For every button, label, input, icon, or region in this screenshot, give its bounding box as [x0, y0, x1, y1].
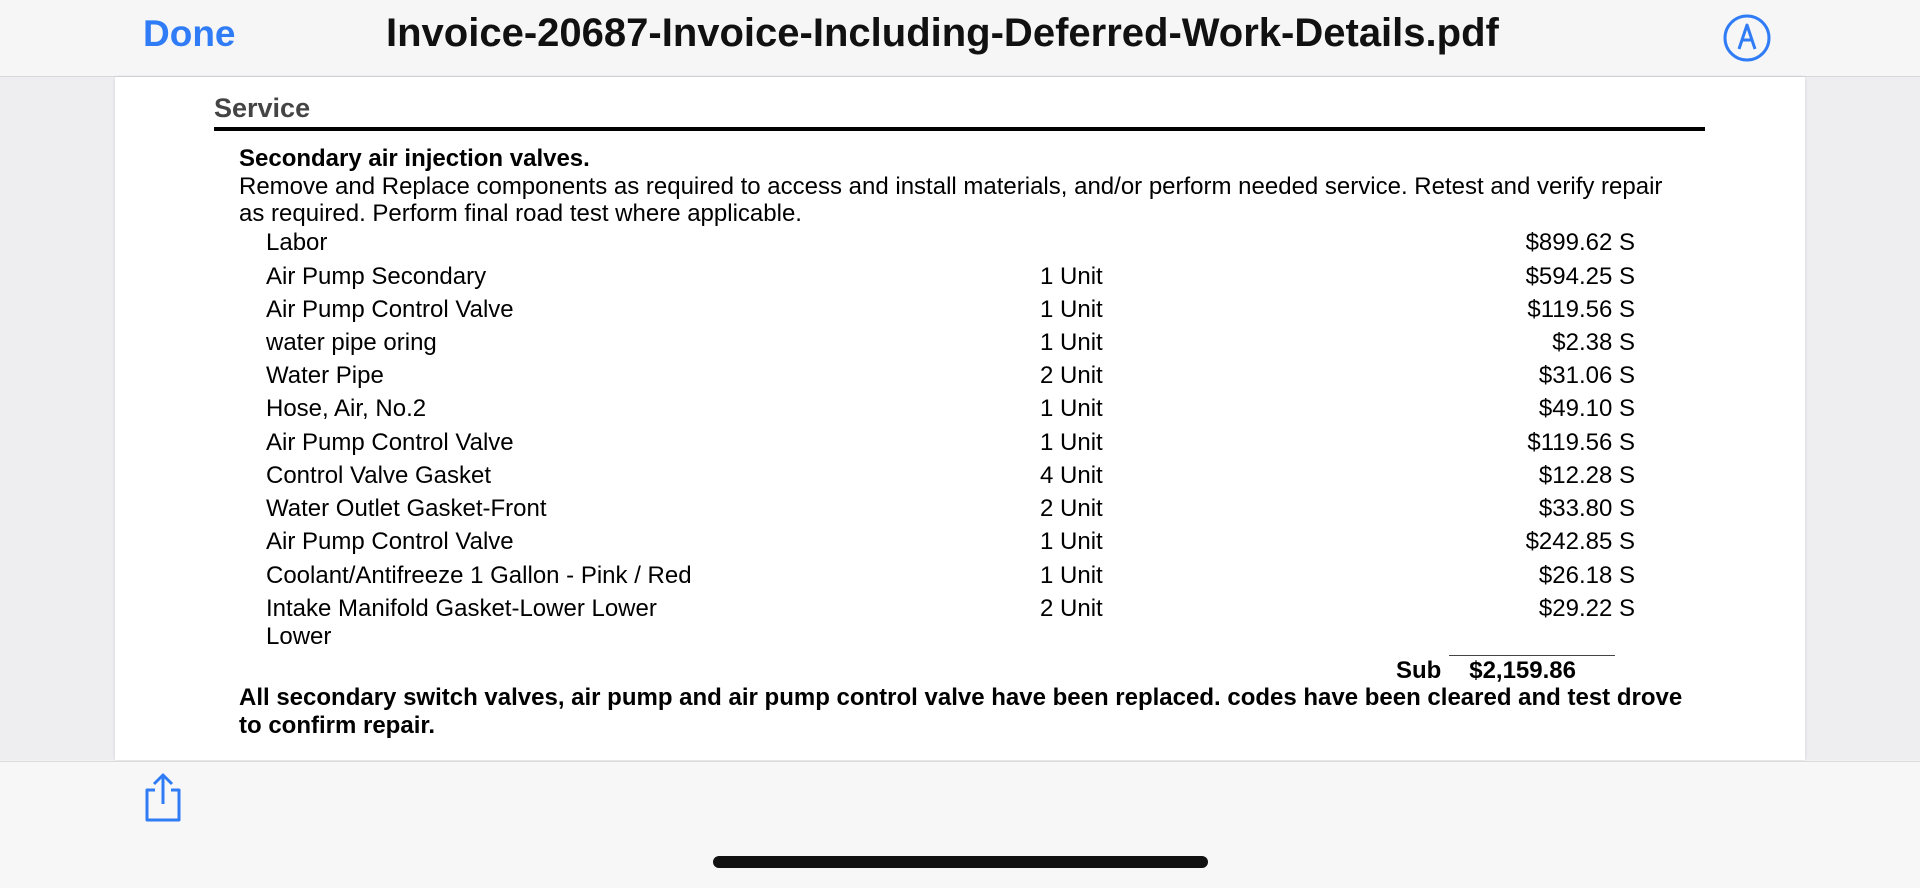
line-item-quantity: 2 Unit [1040, 495, 1103, 522]
line-item-row [115, 462, 1805, 492]
top-navigation-bar [0, 0, 1920, 77]
pdf-page [115, 77, 1805, 760]
line-item-price: $33.80 S [1538, 495, 1635, 522]
line-item-quantity: 1 Unit [1040, 562, 1103, 589]
done-button[interactable]: Done [143, 13, 236, 54]
home-indicator [713, 856, 1208, 868]
line-item-row [115, 362, 1805, 392]
line-item-row [115, 562, 1805, 592]
line-item-price: $119.56 S [1527, 429, 1635, 456]
line-item-row [115, 429, 1805, 459]
line-item-description: Control Valve Gasket [266, 462, 491, 489]
line-item-quantity: 1 Unit [1040, 263, 1103, 290]
line-item-row [115, 395, 1805, 425]
line-item-row [115, 329, 1805, 359]
line-item-price: $26.18 S [1538, 562, 1635, 589]
line-item-row [115, 595, 1805, 650]
document-title: Invoice-20687-Invoice-Including-Deferred-Work-Details.pdf [386, 11, 1499, 55]
line-item-description: Air Pump Secondary [266, 263, 487, 290]
line-item-row [115, 296, 1805, 326]
line-item-quantity: 1 Unit [1040, 395, 1103, 422]
line-item-quantity: 4 Unit [1040, 462, 1103, 489]
line-item-row [115, 263, 1805, 293]
section-divider [214, 127, 1705, 131]
line-item-description: Intake Manifold Gasket-Lower Lower Lower [266, 595, 657, 650]
markup-pen-icon[interactable] [1722, 13, 1772, 63]
line-item-description: Coolant/Antifreeze 1 Gallon - Pink / Red [266, 562, 692, 589]
line-item-quantity: 1 Unit [1040, 329, 1103, 356]
subtotal-label: Sub [1396, 657, 1442, 684]
line-item-quantity: 2 Unit [1040, 362, 1103, 389]
job-description: Remove and Replace components as required to access and install materials, and/or perform needed service. Retest and verify repair as required. Perform final road test where applicable. [239, 173, 1663, 227]
line-item-quantity: 1 Unit [1040, 528, 1103, 555]
subtotal-rule [1449, 655, 1615, 656]
line-item-price: $2.38 S [1552, 329, 1635, 356]
subtotal-amount: $2,159.86 [1469, 657, 1576, 684]
line-item-description: Hose, Air, No.2 [266, 395, 427, 422]
pdf-viewer[interactable] [0, 77, 1920, 760]
line-item-row [115, 495, 1805, 525]
line-item-price: $49.10 S [1538, 395, 1635, 422]
line-item-quantity: 1 Unit [1040, 429, 1103, 456]
share-icon[interactable] [141, 772, 185, 824]
line-item-description: water pipe oring [266, 329, 437, 356]
line-item-description: Water Pipe [266, 362, 384, 389]
line-item-price: $12.28 S [1538, 462, 1635, 489]
line-item-row [115, 528, 1805, 558]
line-item-price: $29.22 S [1538, 595, 1635, 622]
line-item-price: $594.25 S [1525, 263, 1635, 290]
line-item-description: Air Pump Control Valve [266, 429, 514, 456]
line-item-description: Air Pump Control Valve [266, 528, 514, 555]
line-item-price: $899.62 S [1525, 229, 1635, 256]
line-item-description: Labor [266, 229, 328, 256]
line-item-price: $242.85 S [1525, 528, 1635, 555]
section-title: Service [214, 93, 311, 123]
line-item-price: $31.06 S [1538, 362, 1635, 389]
line-item-quantity: 2 Unit [1040, 595, 1103, 622]
line-item-description: Water Outlet Gasket-Front [266, 495, 547, 522]
line-item-row [115, 229, 1805, 259]
bottom-toolbar [0, 761, 1920, 888]
work-note: All secondary switch valves, air pump and air pump control valve have been replaced. codes have been cleared and test drove to confirm repair. [239, 684, 1683, 739]
line-item-quantity: 1 Unit [1040, 296, 1103, 323]
line-item-price: $119.56 S [1527, 296, 1635, 323]
line-item-description: Air Pump Control Valve [266, 296, 514, 323]
job-title: Secondary air injection valves. [239, 145, 590, 172]
